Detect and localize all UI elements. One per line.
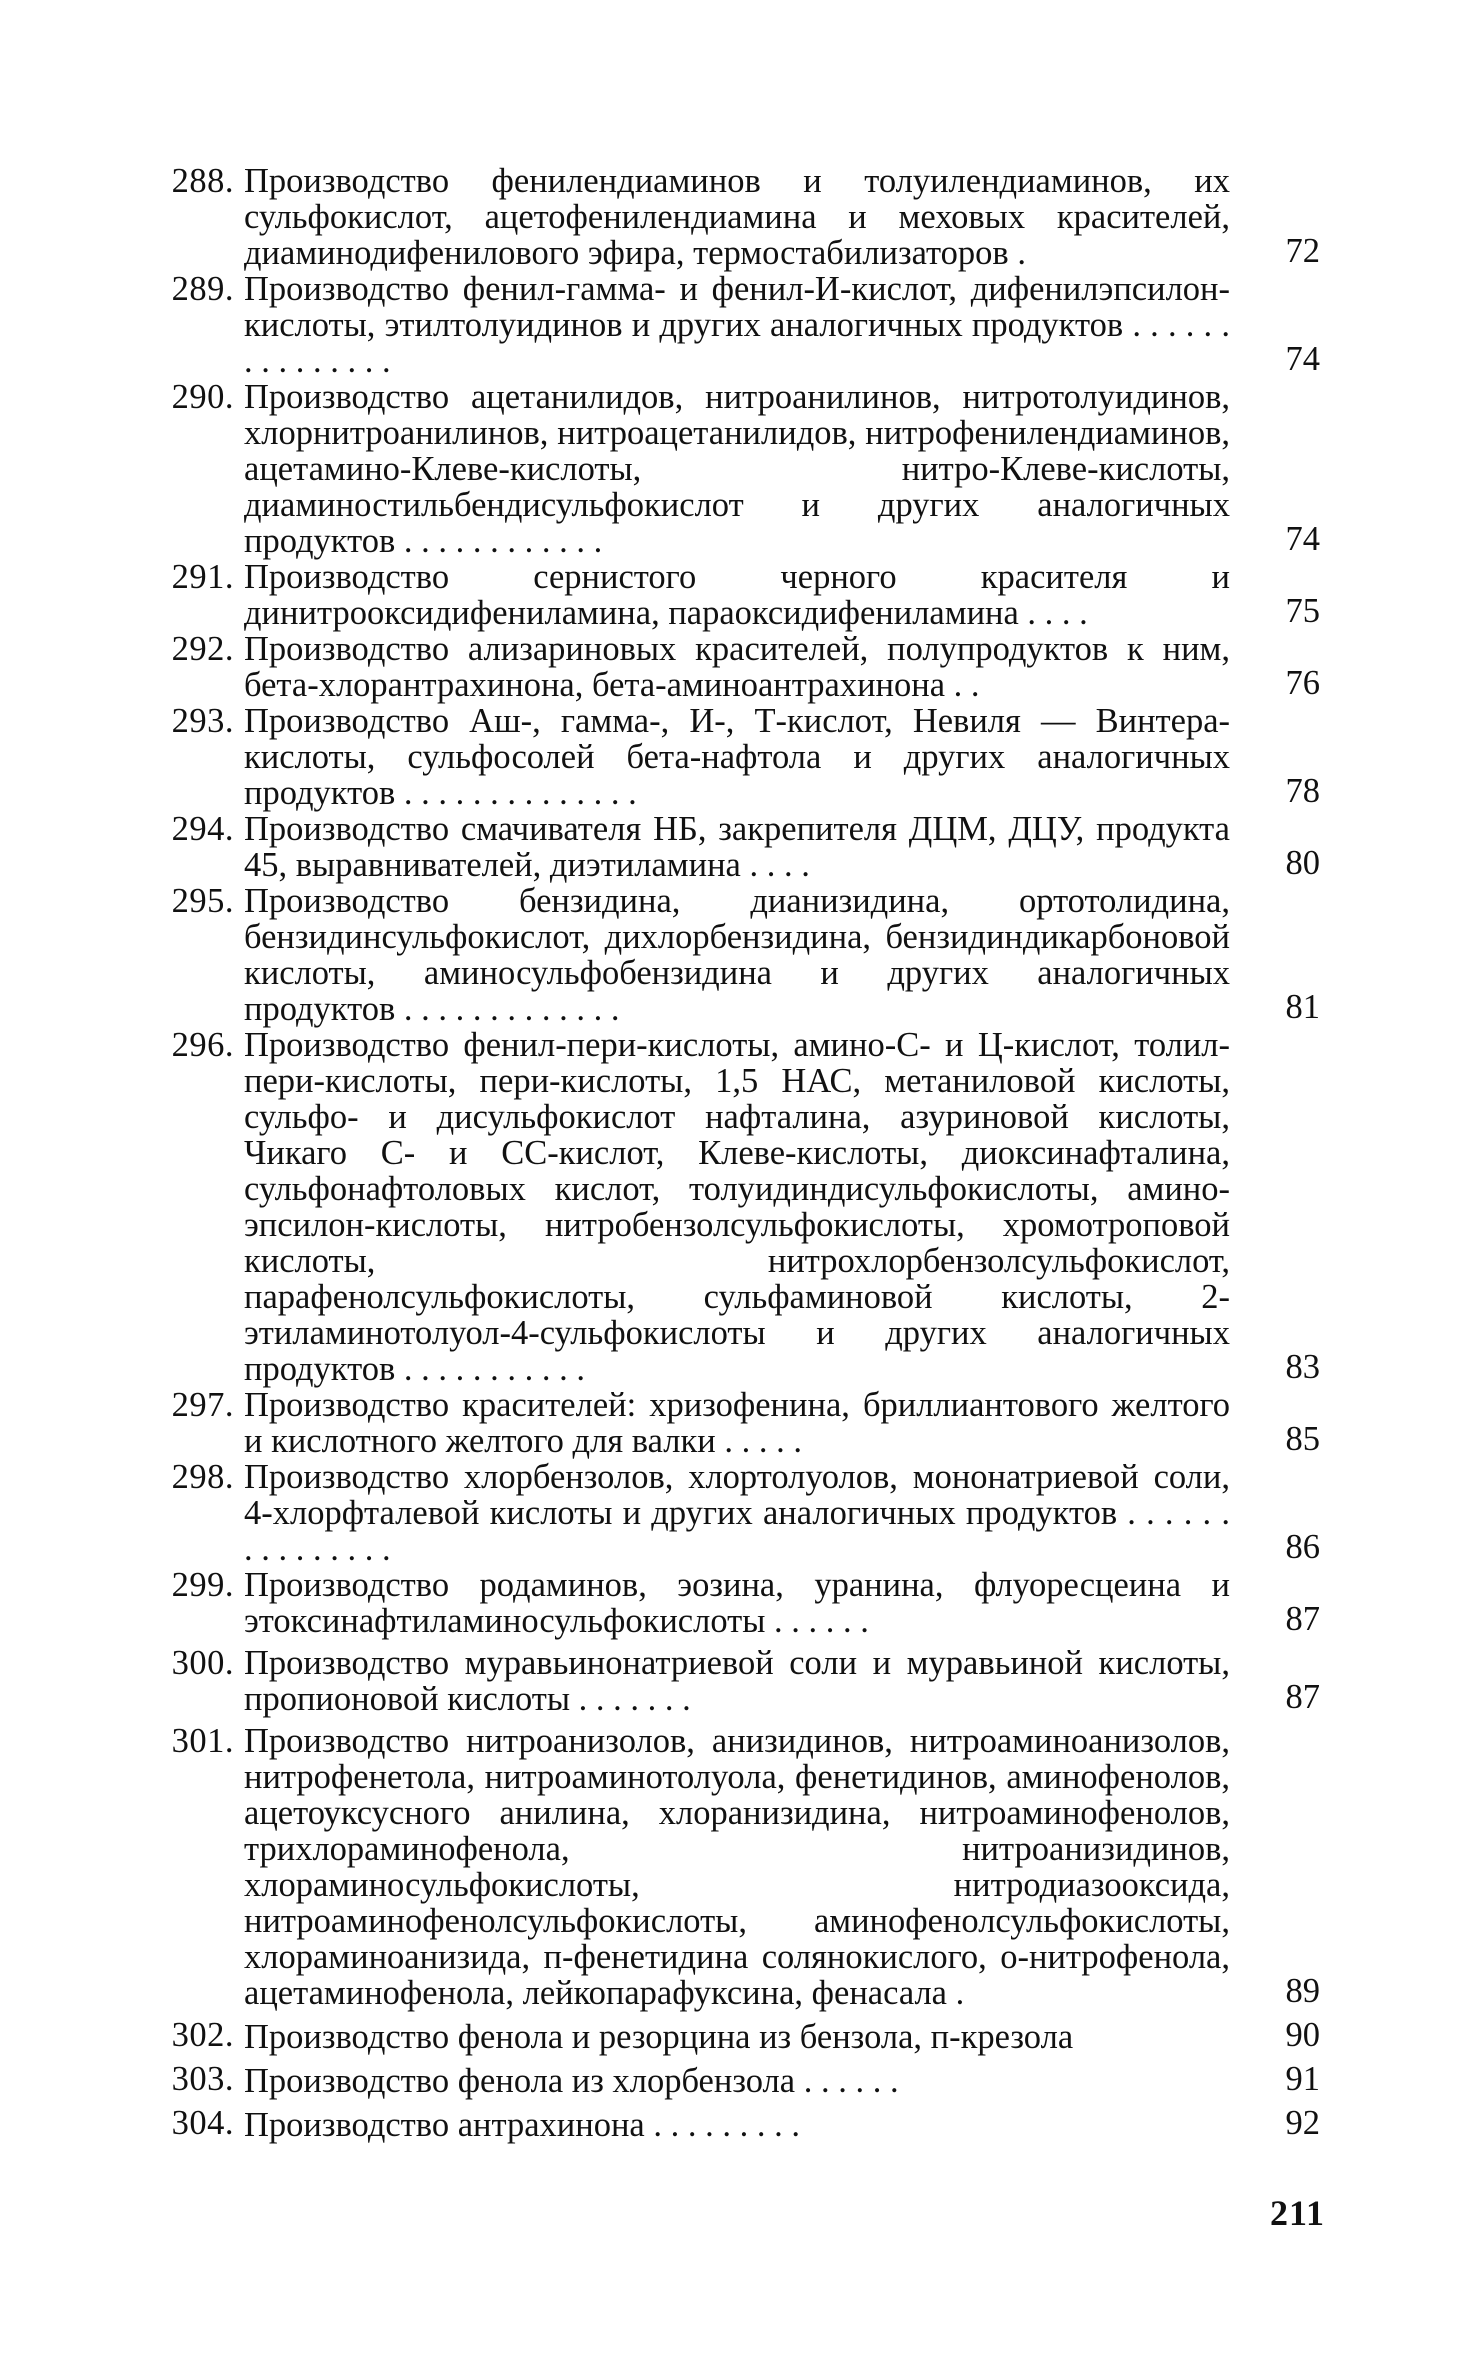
entry-number: 304. bbox=[171, 2104, 234, 2142]
entry-title: Производство красителей: хризофенина, бриллиантового желтого и кислотного желтого для валки . . . . . bbox=[244, 1386, 1230, 1460]
entry-number: 294. bbox=[171, 810, 234, 848]
toc-entry-296 bbox=[150, 1027, 1320, 1387]
entry-page-number: 91 bbox=[1285, 2060, 1320, 2098]
entry-number: 300. bbox=[171, 1644, 234, 1682]
entry-title: Производство смачивателя НБ, закрепителя ДЦМ, ДЦУ, продукта 45, выравнивателей, диэтиламина . . . . bbox=[244, 810, 1230, 884]
toc-entry-297 bbox=[150, 1387, 1320, 1459]
entry-number: 303. bbox=[171, 2060, 234, 2098]
entry-title: Производство фенил-гамма- и фенил-И-кислот, дифенилэпсилон-кислоты, этилтолуидинов и других аналогичных продуктов . . . . . . . . . . . . . . . bbox=[244, 270, 1230, 380]
toc-entry-291 bbox=[150, 559, 1320, 631]
entry-title: Производство ализариновых красителей, полупродуктов к ним, бета-хлорантрахинона, бета-аминоантрахинона . . bbox=[244, 630, 1230, 704]
toc-entry-304 bbox=[150, 2105, 1320, 2143]
entry-number: 298. bbox=[171, 1458, 234, 1496]
entry-page-number: 90 bbox=[1285, 2016, 1320, 2054]
entry-page-number: 72 bbox=[1285, 232, 1320, 270]
entry-page-number: 74 bbox=[1285, 340, 1320, 378]
entry-title: Производство родаминов, эозина, уранина, флуоресцеина и этоксинафтиламиносульфокислоты . . . . . . bbox=[244, 1566, 1230, 1640]
entry-page-number: 75 bbox=[1285, 592, 1320, 630]
toc-entry-288 bbox=[150, 163, 1320, 271]
entry-number: 293. bbox=[171, 702, 234, 740]
entry-page-number: 89 bbox=[1285, 1972, 1320, 2010]
entry-number: 297. bbox=[171, 1386, 234, 1424]
entry-number: 295. bbox=[171, 882, 234, 920]
entry-title: Производство антрахинона . . . . . . . . . bbox=[244, 2106, 800, 2144]
entry-page-number: 85 bbox=[1285, 1420, 1320, 1458]
entry-title: Производство нитроанизолов, анизидинов, нитроаминоанизолов, нитрофенетола, нитроаминотолуола, фенетидинов, аминофенолов, ацетоуксусного анилина, хлоранизидина, нитроаминофенолов, трихлораминофенола, нитроанизидинов, хлораминосульфокислоты, нитродиазооксида, нитроаминофенолсульфокислоты, аминофенолсульфокислоты, хлораминоанизида, п-фенетидина солянокислого, о-нитрофенола, ацетаминофенола, лейкопарафуксина, фенасала . bbox=[244, 1722, 1230, 2012]
toc-entry-301 bbox=[150, 1723, 1320, 2011]
entry-number: 288. bbox=[171, 162, 234, 200]
entry-title: Производство фенил-пери-кислоты, амино-С- и Ц-кислот, толил-пери-кислоты, пери-кислоты, 1,5 НАС, метаниловой кислоты, сульфо- и дисульфокислот нафталина, азуриновой кислоты, Чикаго С- и СС-кислот, Клеве-кислоты, диоксинафталина, сульфонафтоловых кислот, толуидиндисульфокислоты, амино-эпсилон-кислоты, нитробензолсульфокислоты, хромотроповой кислоты, нитрохлорбензолсульфокислот, парафенолсульфокислоты, сульфаминовой кислоты, 2-этиламинотолуол-4-сульфокислоты и других аналогичных продуктов . . . . . . . . . . . bbox=[244, 1026, 1230, 1388]
entry-page-number: 92 bbox=[1285, 2104, 1320, 2142]
entry-number: 296. bbox=[171, 1026, 234, 1064]
toc-entry-290 bbox=[150, 379, 1320, 559]
toc-entry-292 bbox=[150, 631, 1320, 703]
entry-number: 301. bbox=[171, 1722, 234, 1760]
entry-page-number: 78 bbox=[1285, 772, 1320, 810]
entry-title: Производство ацетанилидов, нитроанилинов, нитротолуидинов, хлорнитроанилинов, нитроацетанилидов, нитрофенилендиаминов, ацетамино-Клеве-кислоты, нитро-Клеве-кислоты, диаминостильбендисульфокислот и других аналогичных продуктов . . . . . . . . . . . . bbox=[244, 378, 1230, 560]
entry-number: 292. bbox=[171, 630, 234, 668]
toc-entry-293 bbox=[150, 703, 1320, 811]
toc-entry-302 bbox=[150, 2017, 1320, 2055]
toc-entry-303 bbox=[150, 2061, 1320, 2099]
entry-page-number: 81 bbox=[1285, 988, 1320, 1026]
entry-number: 290. bbox=[171, 378, 234, 416]
entry-title: Производство фенилендиаминов и толуилендиаминов, их сульфокислот, ацетофенилендиамина и меховых красителей, диаминодифенилового эфира, термостабилизаторов . bbox=[244, 162, 1230, 272]
toc-entry-295 bbox=[150, 883, 1320, 1027]
entry-page-number: 86 bbox=[1285, 1528, 1320, 1566]
entry-page-number: 83 bbox=[1285, 1348, 1320, 1386]
toc-entry-289 bbox=[150, 271, 1320, 379]
entry-title: Производство фенола из хлорбензола . . . . . . bbox=[244, 2062, 899, 2100]
toc-entry-300 bbox=[150, 1645, 1320, 1717]
table-of-contents bbox=[150, 163, 1320, 2143]
entry-number: 289. bbox=[171, 270, 234, 308]
toc-entry-294 bbox=[150, 811, 1320, 883]
entry-number: 302. bbox=[171, 2016, 234, 2054]
entry-title: Производство Аш-, гамма-, И-, Т-кислот, Невиля — Винтера-кислоты, сульфосолей бета-нафтола и других аналогичных продуктов . . . . . . . . . . . . . . bbox=[244, 702, 1230, 812]
entry-number: 291. bbox=[171, 558, 234, 596]
entry-page-number: 74 bbox=[1285, 520, 1320, 558]
entry-title: Производство сернистого черного красителя и динитрооксидифениламина, параоксидифениламина . . . . bbox=[244, 558, 1230, 632]
entry-title: Производство бензидина, дианизидина, ортотолидина, бензидинсульфокислот, дихлорбензидина, бензидиндикарбоновой кислоты, аминосульфобензидина и других аналогичных продуктов . . . . . . . . . . . . . bbox=[244, 882, 1230, 1028]
entry-title: Производство фенола и резорцина из бензола, п-крезола bbox=[244, 2018, 1074, 2056]
entry-number: 299. bbox=[171, 1566, 234, 1604]
toc-entry-298 bbox=[150, 1459, 1320, 1567]
entry-title: Производство хлорбензолов, хлортолуолов, мононатриевой соли, 4-хлорфталевой кислоты и других аналогичных продуктов . . . . . . . . . . . . . . . bbox=[244, 1458, 1230, 1568]
entry-title: Производство муравьинонатриевой соли и муравьиной кислоты, пропионовой кислоты . . . . . . . bbox=[244, 1644, 1230, 1718]
entry-page-number: 87 bbox=[1285, 1600, 1320, 1638]
page-folio-number: 211 bbox=[1270, 2193, 1326, 2233]
entry-page-number: 76 bbox=[1285, 664, 1320, 702]
entry-page-number: 80 bbox=[1285, 844, 1320, 882]
entry-page-number: 87 bbox=[1285, 1678, 1320, 1716]
toc-entry-299 bbox=[150, 1567, 1320, 1639]
